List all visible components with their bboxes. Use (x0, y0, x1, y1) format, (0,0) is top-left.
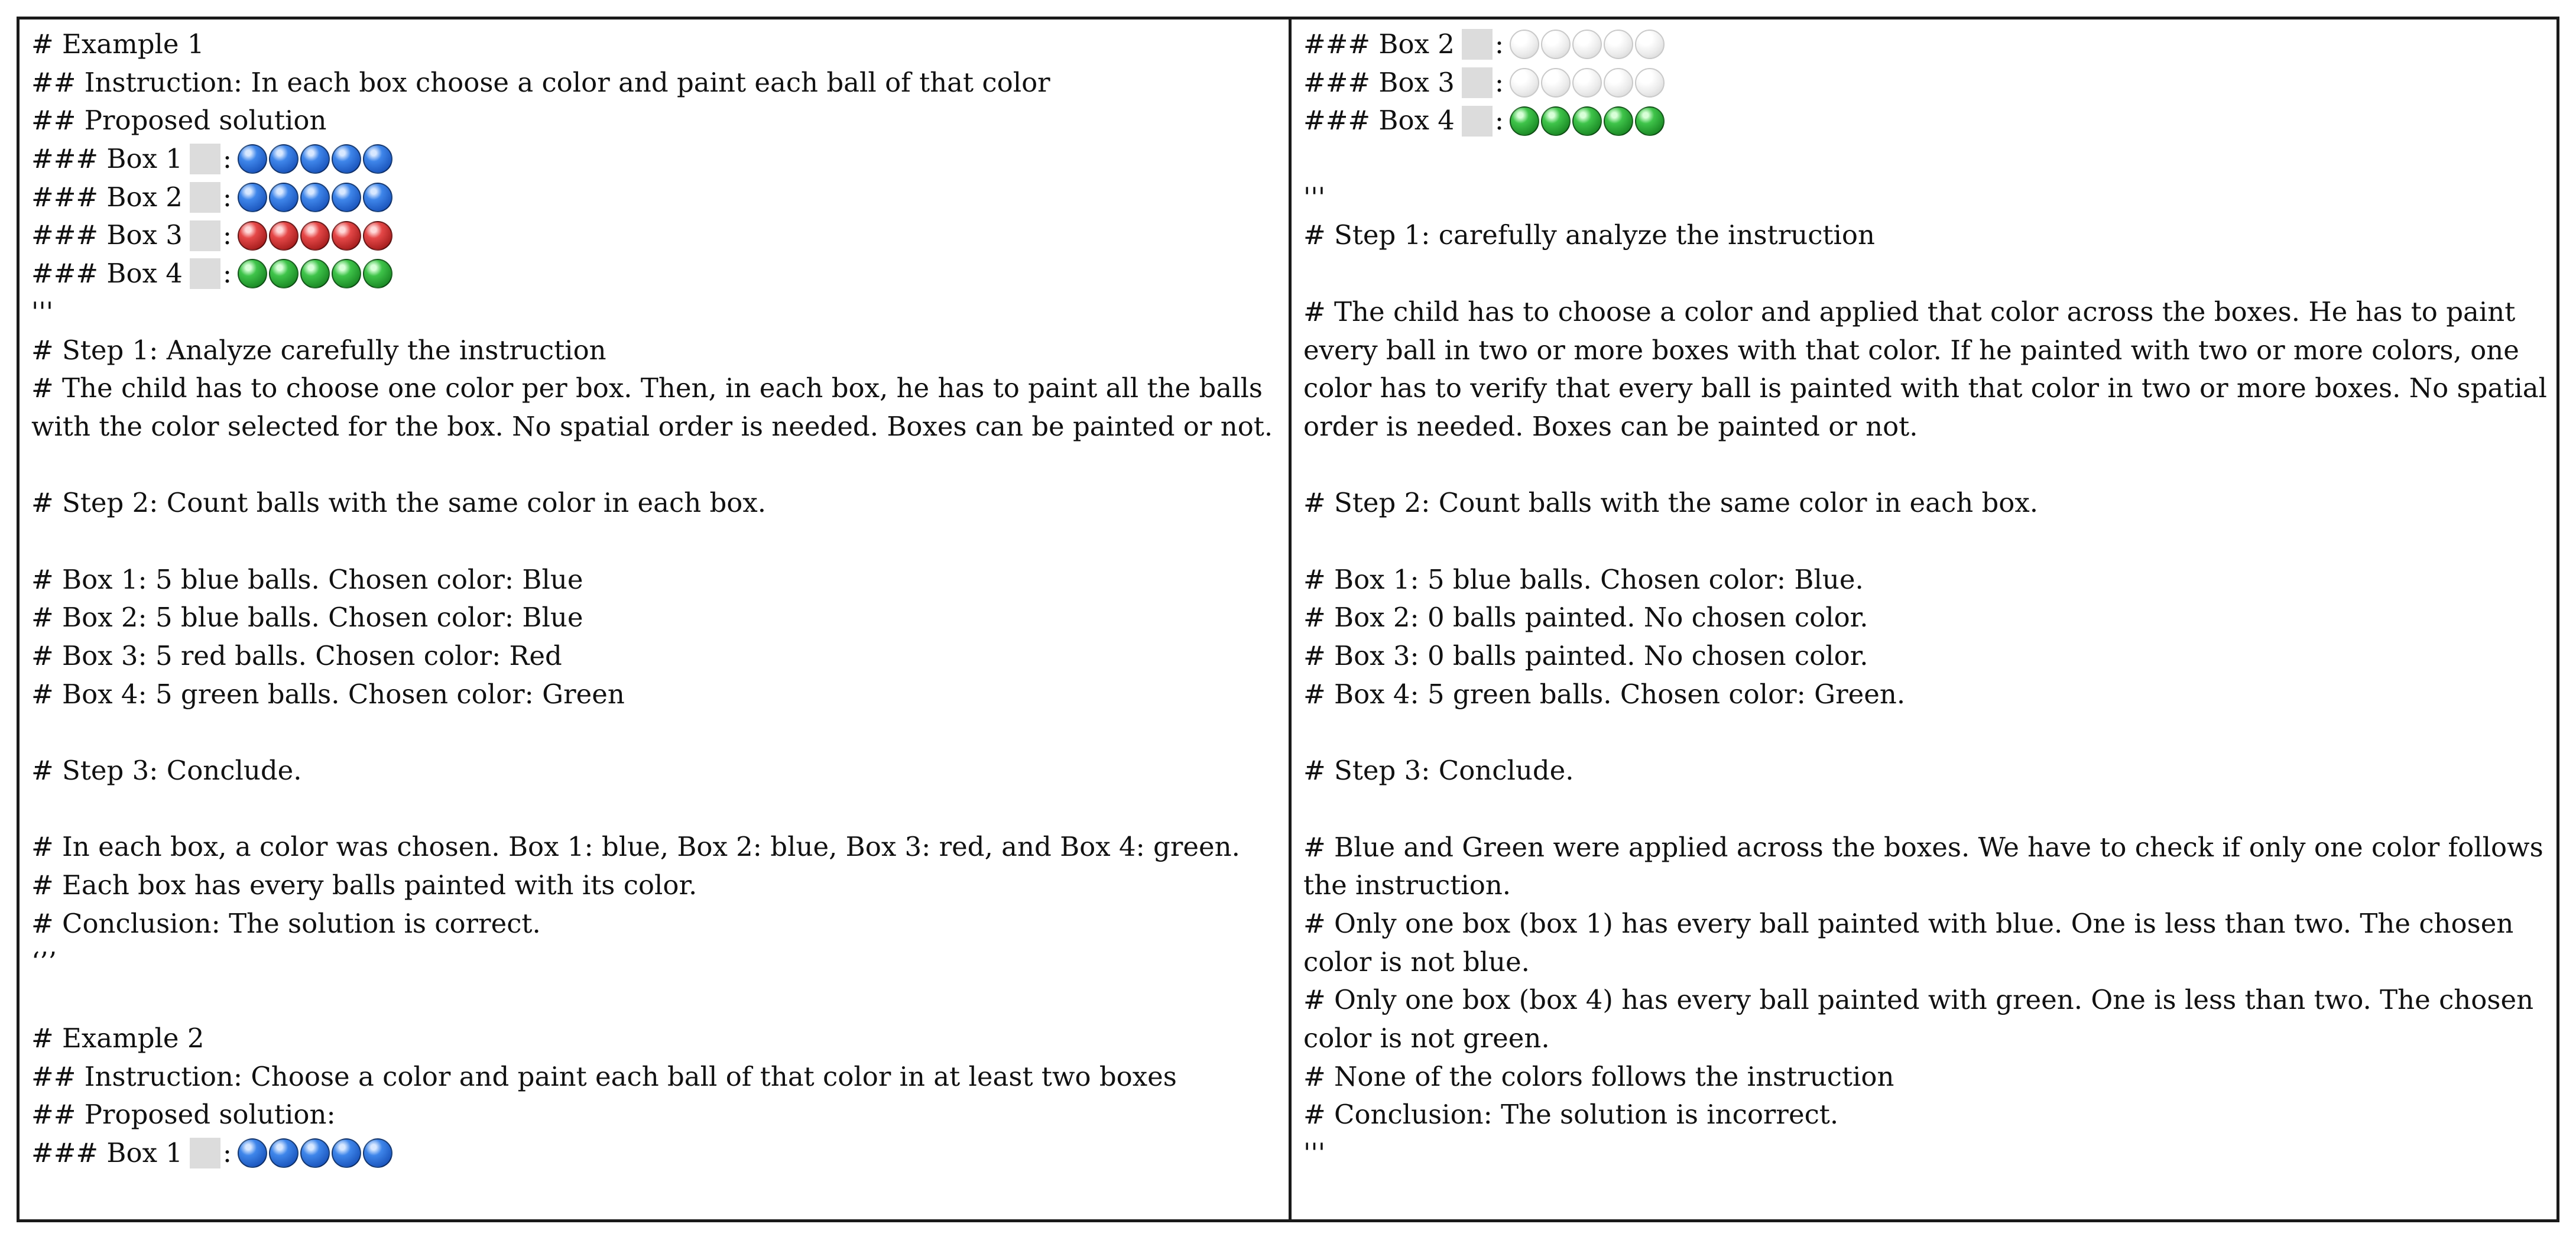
box-row (31, 140, 1289, 178)
conclusion-line: # Only one box (box 4) has every ball painted with green. One is less than two. The chosen color is not green. (1303, 984, 2534, 1054)
box-square (1462, 106, 1493, 137)
blue-ball-icon (363, 1138, 392, 1168)
blue-ball-icon (269, 144, 299, 174)
box-colon: : (222, 258, 232, 290)
step-2-heading: # Step 2: Count balls with the same color in each box. (1303, 487, 2039, 519)
box-colon: : (1494, 28, 1504, 60)
blue-ball-icon (238, 1138, 267, 1168)
box-colon: : (222, 1137, 232, 1168)
green-ball-icon (1541, 106, 1571, 136)
ball-group (238, 1138, 394, 1168)
box-row (31, 216, 1289, 255)
example-2-instruction: ## Instruction: Choose a color and paint each ball of that color in at least two boxes (31, 1060, 1177, 1092)
example-1-title: # Example 1 (31, 28, 205, 60)
red-ball-icon (363, 221, 392, 251)
box-row (31, 1134, 1289, 1173)
example-2-title: # Example 2 (31, 1022, 205, 1054)
count-line: # Box 3: 0 balls painted. No chosen color. (1303, 640, 1868, 672)
count-line: # Box 2: 0 balls painted. No chosen color. (1303, 602, 1868, 634)
box-colon: : (1494, 66, 1504, 98)
green-ball-icon (1604, 106, 1633, 136)
spacer (1303, 140, 2556, 178)
green-ball-icon (332, 259, 361, 288)
quote-marker: ''' (1303, 1137, 1326, 1169)
white-ball-icon (1572, 30, 1602, 59)
box-square (190, 258, 220, 289)
spacer (31, 446, 1289, 485)
blue-ball-icon (332, 1138, 361, 1168)
spacer (1303, 446, 2556, 485)
right-column (1292, 20, 2556, 1219)
box-row (1303, 102, 2556, 140)
box-square (190, 220, 220, 251)
conclusion-line: # Each box has every balls painted with its color. (31, 869, 697, 901)
count-line: # Box 2: 5 blue balls. Chosen color: Blue (31, 602, 583, 634)
example-1-solution-heading: ## Proposed solution (31, 105, 327, 137)
conclusion-line: # Blue and Green were applied across the boxes. We have to check if only one color follows the instruction. (1303, 831, 2543, 901)
left-column (20, 20, 1292, 1219)
blue-ball-icon (300, 144, 330, 174)
green-ball-icon (1635, 106, 1665, 136)
step-1-text: # The child has to choose a color and applied that color across the boxes. He has to paint every ball in two or more boxes with that color. If he painted with two or more colors, one color has to verify that every ball is painted with that color in two or more boxes. No spatial order is needed. Boxes can be painted or not. (1303, 296, 2547, 442)
step-3-heading: # Step 3: Conclude. (1303, 755, 1574, 787)
box-label: ### Box 4 (31, 258, 183, 290)
count-line: # Box 4: 5 green balls. Chosen color: Green (31, 678, 625, 710)
step-1-heading: # Step 1: carefully analyze the instruction (1303, 219, 1875, 251)
box-label: ### Box 3 (1303, 66, 1455, 98)
green-ball-icon (269, 259, 299, 288)
spacer (31, 713, 1289, 752)
conclusion-line: # None of the colors follows the instruction (1303, 1060, 1894, 1092)
ball-group (1510, 106, 1666, 136)
green-ball-icon (238, 259, 267, 288)
box-label: ### Box 4 (1303, 105, 1455, 137)
ball-group (1510, 30, 1666, 59)
blue-ball-icon (363, 183, 392, 212)
ball-group (238, 144, 394, 174)
blue-ball-icon (269, 1138, 299, 1168)
white-ball-icon (1635, 68, 1665, 98)
count-line: # Box 1: 5 blue balls. Chosen color: Blue (31, 563, 583, 595)
step-1-text: # The child has to choose one color per box. Then, in each box, he has to paint all the balls with the color selected for the box. No spatial order is needed. Boxes can be painted or not. (31, 372, 1273, 442)
white-ball-icon (1635, 30, 1665, 59)
blue-ball-icon (269, 183, 299, 212)
example-1-instruction: ## Instruction: In each box choose a color and paint each ball of that color (31, 66, 1050, 98)
conclusion-line: # In each box, a color was chosen. Box 1: blue, Box 2: blue, Box 3: red, and Box 4: green. (31, 831, 1240, 863)
blue-ball-icon (300, 1138, 330, 1168)
white-ball-icon (1541, 30, 1571, 59)
green-ball-icon (363, 259, 392, 288)
white-ball-icon (1604, 30, 1633, 59)
ball-group (238, 183, 394, 212)
count-line: # Box 3: 5 red balls. Chosen color: Red (31, 640, 562, 672)
example-2-solution-heading: ## Proposed solution: (31, 1099, 336, 1131)
box-colon: : (222, 181, 232, 213)
spacer (31, 981, 1289, 1020)
white-ball-icon (1510, 68, 1539, 98)
blue-ball-icon (300, 183, 330, 212)
spacer (1303, 522, 2556, 561)
count-line: # Box 4: 5 green balls. Chosen color: Green. (1303, 678, 1906, 710)
box-label: ### Box 2 (31, 181, 183, 213)
white-ball-icon (1510, 30, 1539, 59)
red-ball-icon (238, 221, 267, 251)
ball-group (238, 221, 394, 251)
white-ball-icon (1604, 68, 1633, 98)
green-ball-icon (300, 259, 330, 288)
box-square (190, 182, 220, 213)
count-line: # Box 1: 5 blue balls. Chosen color: Blue. (1303, 563, 1864, 595)
spacer (1303, 790, 2556, 829)
ball-group (1510, 68, 1666, 98)
content-frame (17, 17, 2559, 1222)
box-square (1462, 29, 1493, 60)
box-square (190, 1138, 220, 1168)
red-ball-icon (332, 221, 361, 251)
white-ball-icon (1541, 68, 1571, 98)
red-ball-icon (300, 221, 330, 251)
blue-ball-icon (363, 144, 392, 174)
box-row (31, 255, 1289, 293)
box-row (31, 178, 1289, 217)
spacer (1303, 255, 2556, 293)
blue-ball-icon (238, 144, 267, 174)
blue-ball-icon (332, 144, 361, 174)
step-3-heading: # Step 3: Conclude. (31, 755, 302, 787)
quote-marker: ''' (1303, 181, 1326, 213)
quote-marker: ''' (31, 296, 54, 327)
green-ball-icon (1510, 106, 1539, 136)
spacer (31, 790, 1289, 829)
ball-group (238, 259, 394, 288)
blue-ball-icon (238, 183, 267, 212)
conclusion-line: # Conclusion: The solution is correct. (31, 907, 541, 939)
box-label: ### Box 1 (31, 143, 183, 175)
spacer (1303, 713, 2556, 752)
green-ball-icon (1572, 106, 1602, 136)
box-square (1462, 67, 1493, 98)
box-colon: : (222, 143, 232, 175)
box-label: ### Box 3 (31, 219, 183, 251)
conclusion-line: # Only one box (box 1) has every ball painted with blue. One is less than two. The chosen color is not blue. (1303, 907, 2514, 978)
blue-ball-icon (332, 183, 361, 212)
box-row (1303, 25, 2556, 64)
box-label: ### Box 2 (1303, 28, 1455, 60)
box-row (1303, 64, 2556, 102)
conclusion-line: # Conclusion: The solution is incorrect. (1303, 1099, 1839, 1131)
step-1-heading: # Step 1: Analyze carefully the instruction (31, 334, 606, 366)
box-label: ### Box 1 (31, 1137, 183, 1168)
quote-marker: ‘’’ (31, 946, 57, 978)
box-colon: : (222, 219, 232, 251)
red-ball-icon (269, 221, 299, 251)
step-2-heading: # Step 2: Count balls with the same color in each box. (31, 487, 767, 519)
box-colon: : (1494, 105, 1504, 137)
spacer (31, 522, 1289, 561)
box-square (190, 144, 220, 174)
white-ball-icon (1572, 68, 1602, 98)
